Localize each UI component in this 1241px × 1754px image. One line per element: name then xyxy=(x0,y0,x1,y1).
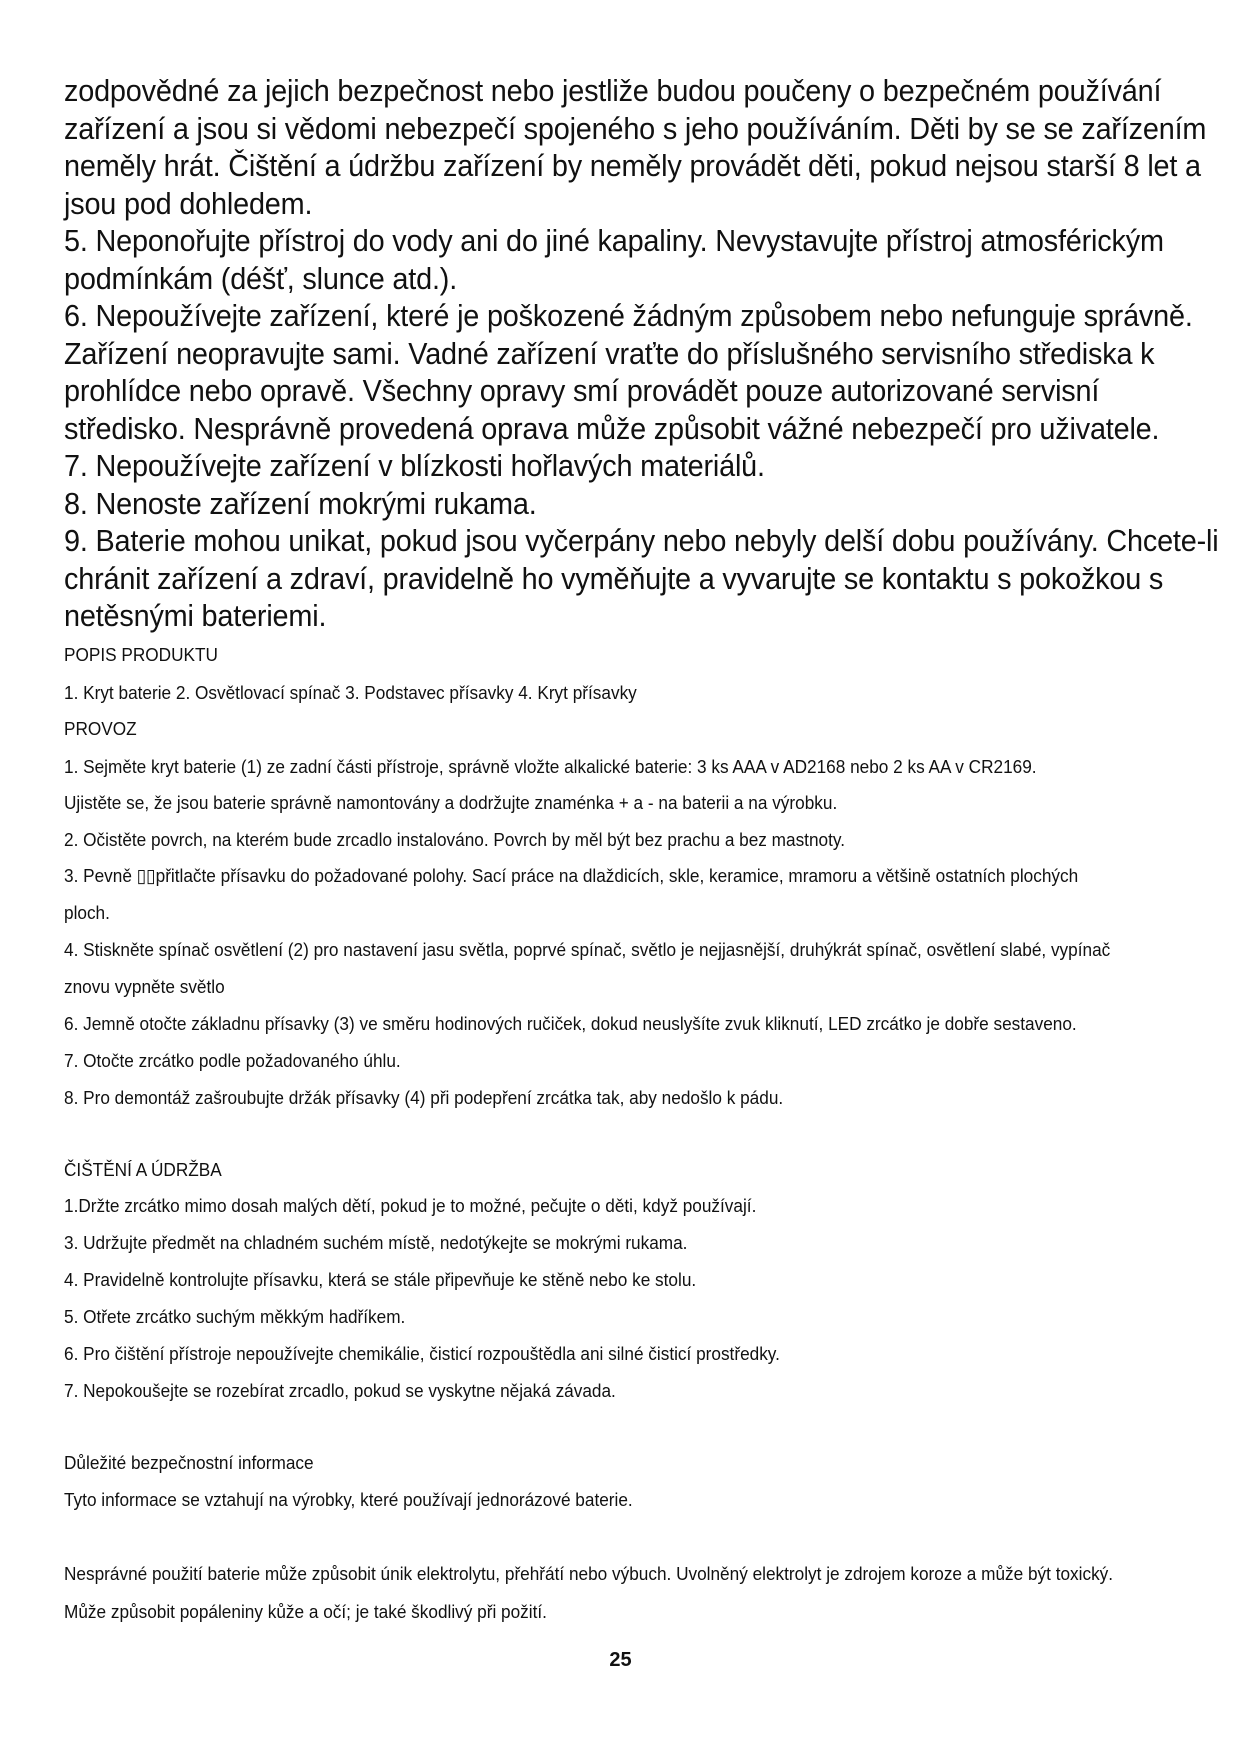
text-line: 6. Nepoužívejte zařízení, které je poškozené žádným způsobem nebo nefunguje správně. xyxy=(64,298,1193,333)
provoz-line: 7. Otočte zrcátko podle požadovaného úhlu. xyxy=(64,1050,401,1071)
provoz-line: 4. Stiskněte spínač osvětlení (2) pro nastavení jasu světla, poprvé spínač, světlo je nejjasnější, druhýkrát spínač, osvětlení slabé, vypínač xyxy=(64,939,1111,960)
text-line: 7. Nepoužívejte zařízení v blízkosti hořlavých materiálů. xyxy=(64,448,765,483)
provoz-line: Ujistěte se, že jsou baterie správně namontovány a dodržujte znaménka + a - na baterii a na výrobku. xyxy=(64,792,838,813)
page-number: 25 xyxy=(609,1649,632,1671)
text-line: neměly hrát. Čištění a údržbu zařízení by neměly provádět děti, pokud nejsou starší 8 let a xyxy=(64,148,1201,183)
text-line: 8. Nenoste zařízení mokrými rukama. xyxy=(64,485,537,521)
safety-line: Nesprávné použití baterie může způsobit únik elektrolytu, přehřátí nebo výbuch. Uvolněný elektrolyt je zdrojem koroze a může být toxický. xyxy=(64,1563,1114,1584)
text-line: jsou pod dohledem. xyxy=(64,185,313,221)
text-line: podmínkám (déšť, slunce atd.). xyxy=(64,260,458,296)
provoz-line: 3. Pevně ▯▯přitlačte přísavku do požadované polohy. Sací práce na dlaždicích, skle, keramice, mramoru a většině ostatních plochých xyxy=(64,865,1079,886)
safety-instructions-continued xyxy=(64,72,1219,635)
safety-line: Může způsobit popáleniny kůže a očí; je také škodlivý při požití. xyxy=(64,1601,547,1622)
section-heading-cisteni: ČIŠTĚNÍ A ÚDRŽBA xyxy=(64,1159,222,1180)
text-line: prohlídce nebo opravě. Všechny opravy smí provádět pouze autorizované servisní xyxy=(64,373,1100,408)
cisteni-line: 7. Nepokoušejte se rozebírat zrcadlo, pokud se vyskytne nějaká závada. xyxy=(64,1380,616,1401)
text-line: 9. Baterie mohou unikat, pokud jsou vyčerpány nebo nebyly delší dobu používány. Chcete-li xyxy=(64,523,1219,558)
cisteni-line: 1.Držte zrcátko mimo dosah malých dětí, pokud je to možné, pečujte o děti, když používají. xyxy=(64,1195,757,1216)
provoz-line: znovu vypněte světlo xyxy=(64,976,225,997)
provoz-line: 8. Pro demontáž zašroubujte držák přísavky (4) při podepření zrcátka tak, aby nedošlo k pádu. xyxy=(64,1087,784,1108)
product-parts-list: 1. Kryt baterie 2. Osvětlovací spínač 3. Podstavec přísavky 4. Kryt přísavky xyxy=(64,682,637,703)
provoz-line: 1. Sejměte kryt baterie (1) ze zadní části přístroje, správně vložte alkalické baterie: 3 ks AAA v AD2168 nebo 2 ks AA v CR2169. xyxy=(64,756,1037,777)
text-line: zařízení a jsou si vědomi nebezpečí spojeného s jeho používáním. Děti by se se zařízením xyxy=(64,110,1207,146)
text-line: středisko. Nesprávně provedená oprava může způsobit vážné nebezpečí pro uživatele. xyxy=(64,410,1160,446)
text-line: netěsnými bateriemi. xyxy=(64,598,327,633)
text-line: 5. Neponořujte přístroj do vody ani do jiné kapaliny. Nevystavujte přístroj atmosférickým xyxy=(64,223,1164,258)
text-line: zodpovědné za jejich bezpečnost nebo jestliže budou poučeny o bezpečném používání xyxy=(64,73,1162,108)
text-line: Zařízení neopravujte sami. Vadné zařízení vraťte do příslušného servisního střediska k xyxy=(64,335,1155,371)
safety-line: Tyto informace se vztahují na výrobky, které používají jednorázové baterie. xyxy=(64,1489,633,1510)
cisteni-line: 6. Pro čištění přístroje nepoužívejte chemikálie, čisticí rozpouštědla ani silné čisticí prostředky. xyxy=(64,1343,780,1364)
provoz-line: ploch. xyxy=(64,902,110,923)
provoz-line: 2. Očistěte povrch, na kterém bude zrcadlo instalováno. Povrch by měl být bez prachu a bez mastnoty. xyxy=(64,829,845,850)
text-line: chránit zařízení a zdraví, pravidelně ho vyměňujte a vyvarujte se kontaktu s pokožkou s xyxy=(64,560,1164,596)
section-heading-popis: POPIS PRODUKTU xyxy=(64,644,218,665)
cisteni-line: 4. Pravidelně kontrolujte přísavku, která se stále připevňuje ke stěně nebo ke stolu. xyxy=(64,1269,697,1290)
cisteni-line: 5. Otřete zrcátko suchým měkkým hadříkem. xyxy=(64,1306,406,1327)
provoz-line: 6. Jemně otočte základnu přísavky (3) ve směru hodinových ručiček, dokud neuslyšíte zvuk kliknutí, LED zrcátko je dobře sestaveno. xyxy=(64,1013,1077,1034)
safety-heading: Důležité bezpečnostní informace xyxy=(64,1452,314,1473)
section-heading-provoz: PROVOZ xyxy=(64,718,137,739)
cisteni-line: 3. Udržujte předmět na chladném suchém místě, nedotýkejte se mokrými rukama. xyxy=(64,1232,688,1253)
